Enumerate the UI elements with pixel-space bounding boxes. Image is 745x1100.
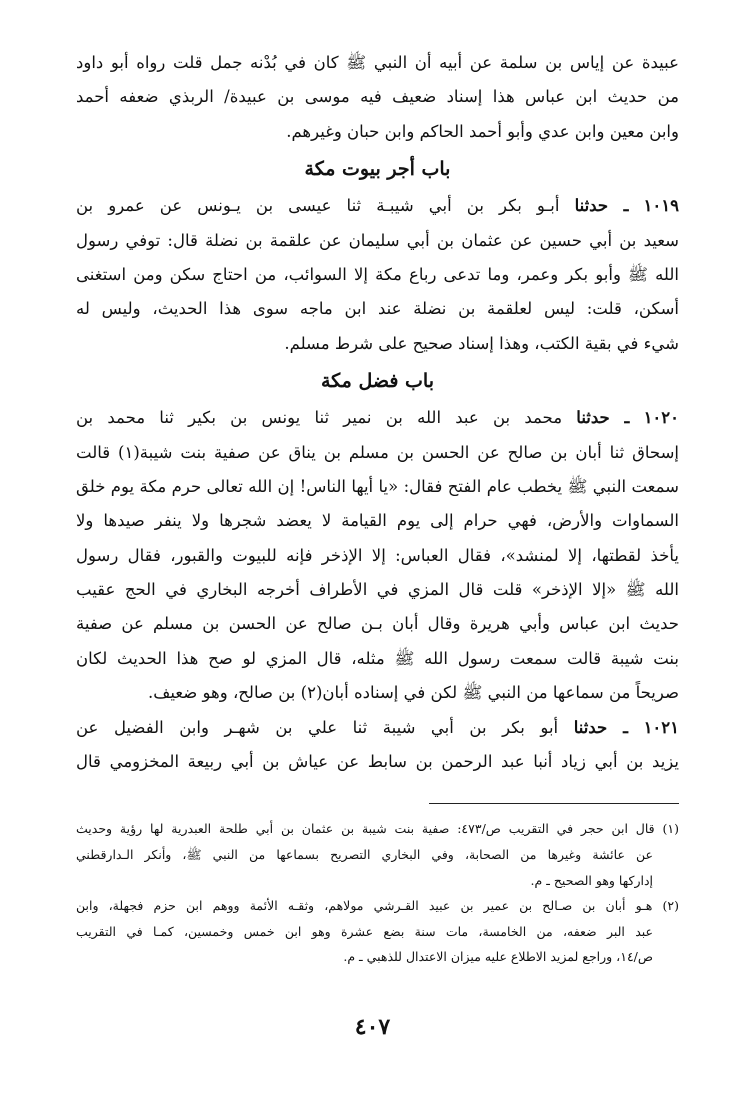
hadith-first-line: [76, 711, 679, 745]
text-line: صريحاً من سماعها من النبي ﷺ لكن في إسناده أبان(٢) بن صالح، وهو ضعيف.: [148, 683, 679, 703]
hadith-number: ١٠٢١: [643, 717, 679, 737]
footnote-1: [76, 816, 679, 893]
section-heading-bab-fadl-makka: باب فضل مكة: [321, 370, 434, 393]
hadith-first-line: [76, 189, 679, 223]
section-heading-bab-ajr-buyut-makka: باب أجر بيوت مكة: [304, 158, 451, 181]
footnote-line: (١) قال ابن حجر في التقريب ص/٤٧٣: صفية بنت شيبة بن عثمان بن أبي طلحة العبدرية لها رؤية وحديث: [76, 821, 679, 837]
footnote-line: عبد البر ضعفه، من الخامسة، مات سنة بضع عشرة وهو ابن خمس وخمسين، كمـا في التقريب: [76, 923, 653, 939]
text-line: حديث ابن عباس وأبي هريرة وقال أبان بـن صالح عن الحسن بن مسلم عن صفية: [76, 614, 679, 634]
footnote-line: إدارکها وهو الصحيح ـ م.: [530, 872, 653, 888]
text-line: يأخذ لقطتها، إلا لمنشد»، فقال العباس: إلا الإذخر فإنه للبيوت والقبور، فقال رسول: [76, 545, 679, 565]
text-line: يزيد بن أبي زياد أنبا عبد الرحمن بن سابط عن عياش بن أبي ربيعة المخزومي قال: [76, 752, 679, 772]
text-line: سعيد بن أبي حسين عن عثمان بن أبي سليمان عن علقمة بن نضلة قال: توفي رسول: [76, 230, 679, 250]
footnotes: [76, 816, 679, 970]
text-line: أسكن، قلت: ليس لعلقمة بن نضلة عند ابن ماجه سوى هذا الحديث، وليس له: [76, 299, 679, 319]
intro-paragraph: [76, 46, 679, 149]
hadith-1021: [76, 711, 679, 780]
text-line: الله ﷺ وأبو بكر وعمر، وما تدعى رباع مكة إلا السوائب، من احتاج سكن ومن استغنى: [76, 264, 679, 284]
text-line: السماوات والأرض، فهي حرام إلى يوم القيامة لا يعضد شجرها ولا ينفر صيدها ولا: [76, 511, 679, 531]
haddathana-label: ـ حدثنا: [573, 717, 629, 737]
footnote-line: (٢) هـو أبان بن صـالح بن عمير بن عبيد القـرشي مولاهم، وثقـه الأئمة ووهم ابن حزم فجهلة، وابن: [76, 898, 679, 914]
hadith-text: أبـو بكر بن أبي شيبـة ثنا عيسى بن يـونس عن عمرو بن: [76, 196, 560, 216]
text-line: إسحاق ثنا أبان بن صالح عن الحسن بن مسلم بن يناق عن صفية بنت شيبة(١) قالت: [76, 442, 679, 462]
text-line: بنت شيبة قالت سمعت رسول الله ﷺ مثله، قال المزي لو صح هذا الحديث لكان: [76, 648, 679, 668]
footnote-line: عن عائشة وغيرها من الصحابة، وفي البخاري التصريح بسماعها من النبي ﷺ، وأنكر الـدارقطني: [76, 847, 653, 863]
text-line: سمعت النبي ﷺ يخطب عام الفتح فقال: «يا أيها الناس! إن الله تعالى حرم مكة يوم خلق: [76, 476, 679, 496]
text-line: من حديث ابن عباس هذا إسناد ضعيف فيه موسى بن عبيدة/ الربذي ضعفه أحمد: [76, 87, 679, 107]
footnote-separator: [429, 803, 679, 804]
hadith-number: ١٠١٩: [643, 196, 679, 216]
hadith-number: ١٠٢٠: [643, 408, 679, 428]
hadith-1020: [76, 401, 679, 711]
page-number: ٤٠٧: [354, 1014, 391, 1040]
hadith-text: أبو بكر بن أبي شيبة ثنا علي بن شهـر وابن الفضيل عن: [76, 717, 559, 737]
haddathana-label: ـ حدثنا: [576, 408, 630, 428]
hadith-first-line: [76, 401, 679, 435]
text-line: وابن معين وابن عدي وأبو أحمد الحاكم وابن حبان وغيرهم.: [286, 121, 679, 141]
hadith-text: محمد بن عبد الله بن نمير ثنا يونس بن بكير ثنا محمد بن: [76, 408, 563, 428]
text-line: الله ﷺ «إلا الإذخر» قلت قال المزي في الأطراف أخرجه البخاري في الحج عقيب: [76, 580, 679, 600]
text-line: شيء في بقية الكتب، وهذا إسناد صحيح على شرط مسلم.: [284, 333, 679, 353]
footnote-line: ص/١٤، وراجع لمزيد الاطلاع عليه ميزان الاعتدال للذهبي ـ م.: [343, 949, 653, 965]
hadith-1019: [76, 189, 679, 361]
text-line: عبيدة عن إياس بن سلمة عن أبيه أن النبي ﷺ كان في بُدْنه جمل قلت رواه أبو داود: [76, 53, 679, 72]
footnote-2: [76, 893, 679, 970]
haddathana-label: ـ حدثنا: [574, 196, 629, 216]
